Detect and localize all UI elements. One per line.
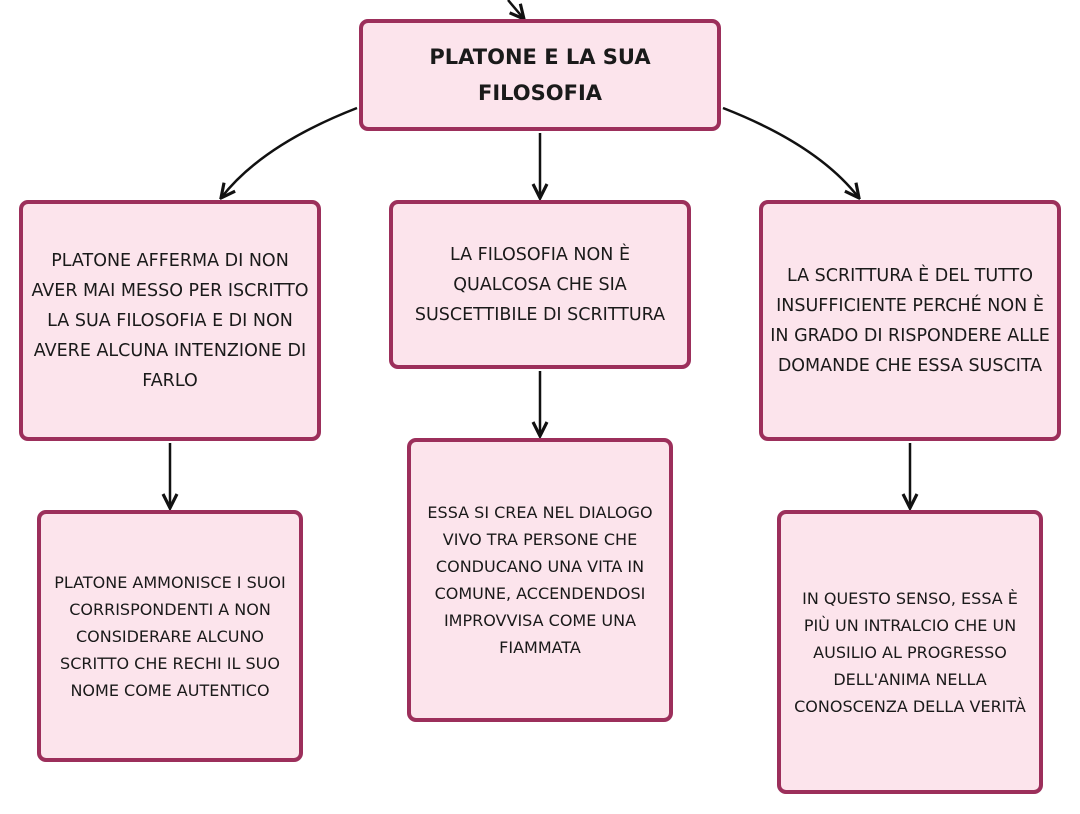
branch-node-right-label: LA SCRITTURA È DEL TUTTO INSUFFICIENTE PERCHÉ NON È IN GRADO DI RISPONDERE ALLE DOMANDE CHE ESSA SUSCITA [770, 265, 1050, 376]
branch-node-left[interactable] [19, 200, 321, 441]
child-node-center-label: ESSA SI CREA NEL DIALOGO VIVO TRA PERSONE CHE CONDUCANO UNA VITA IN COMUNE, ACCENDENDOSI IMPROVVISA COME UNA FIAMMATA [427, 503, 653, 657]
child-node-left-label: PLATONE AMMONISCE I SUOI CORRISPONDENTI A NON CONSIDERARE ALCUNO SCRITTO CHE RECHI IL SUO NOME COME AUTENTICO [54, 572, 286, 700]
branch-node-center[interactable] [389, 200, 691, 369]
incoming-connector [508, 0, 524, 19]
child-node-center[interactable] [407, 438, 673, 722]
connector-root-to-left [221, 108, 357, 198]
connector-root-to-right [723, 108, 859, 198]
child-node-right[interactable] [777, 510, 1043, 794]
branch-node-center-label: LA FILOSOFIA NON È QUALCOSA CHE SIA SUSCETTIBILE DI SCRITTURA [414, 244, 666, 325]
root-node[interactable] [359, 19, 721, 131]
child-node-right-label: IN QUESTO SENSO, ESSA È PIÙ UN INTRALCIO CHE UN AUSILIO AL PROGRESSO DELL'ANIMA NELLA CONOSCENZA DELLA VERITÀ [794, 588, 1026, 716]
branch-node-left-label: PLATONE AFFERMA DI NON AVER MAI MESSO PER ISCRITTO LA SUA FILOSOFIA E DI NON AVERE ALCUNA INTENZIONE DI FARLO [31, 250, 309, 391]
branch-node-right[interactable] [759, 200, 1061, 441]
root-node-label: PLATONE E LA SUA FILOSOFIA [429, 45, 651, 105]
child-node-left[interactable] [37, 510, 303, 762]
